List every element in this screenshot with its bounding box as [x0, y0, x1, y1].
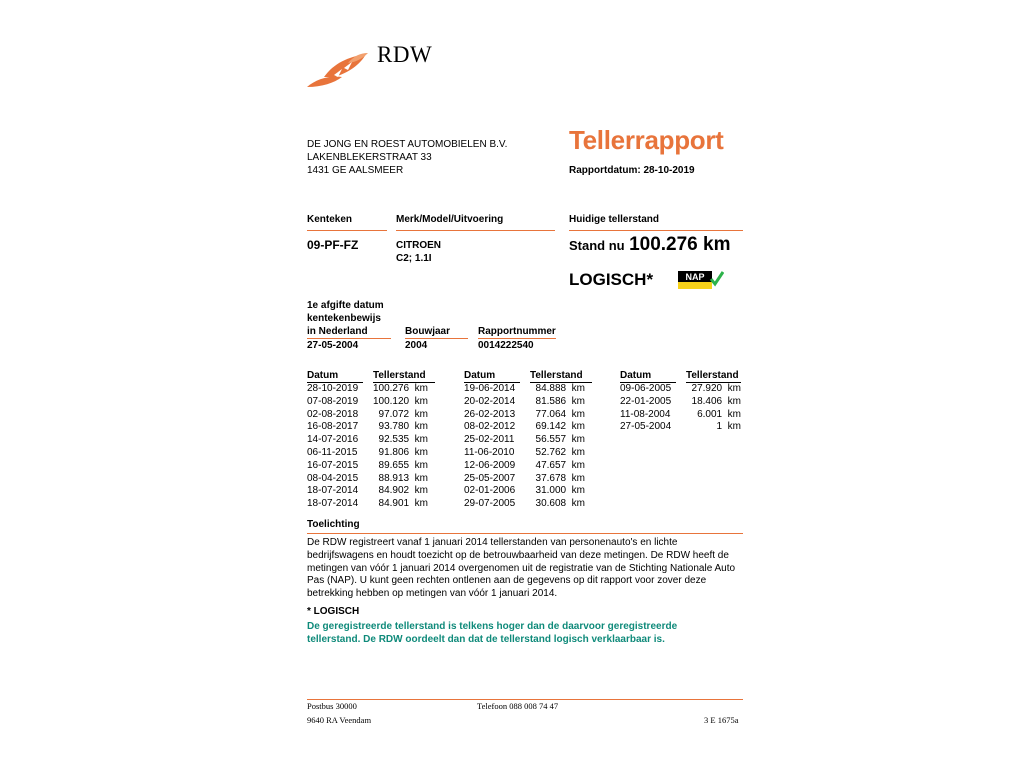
history-value: 37.678 km — [535, 472, 585, 484]
history-value: 31.000 km — [535, 485, 585, 497]
stand-value: 100.276 km — [629, 234, 731, 255]
history-date: 11-06-2010 — [464, 447, 515, 458]
history-date: 20-02-2014 — [464, 395, 516, 407]
dealer-address — [307, 139, 507, 177]
history-date: 08-04-2015 — [307, 472, 359, 484]
nap-badge — [678, 271, 724, 289]
history-value: 84.902 km — [378, 485, 428, 497]
address-line-1: DE JONG EN ROEST AUTOMOBIELEN B.V. — [307, 139, 508, 150]
history-value-header: Tellerstand — [373, 370, 426, 381]
rdw-logo-text: RDW — [377, 42, 433, 67]
history-date: 19-06-2014 — [464, 383, 516, 394]
history-date: 14-07-2016 — [307, 434, 359, 446]
history-value: 93.780 km — [378, 421, 428, 433]
history-date: 25-05-2007 — [464, 472, 516, 484]
history-date-header: Datum — [464, 370, 496, 381]
check-icon — [711, 272, 723, 284]
history-value: 84.888 km — [535, 383, 585, 394]
history-date: 09-06-2005 — [620, 383, 672, 394]
merk-label: Merk/Model/Uitvoering — [396, 214, 504, 225]
logisch-explanation: De geregistreerde tellerstand is telkens hoger dan de daarvoor geregistreerde tellerstand. De RDW oordeelt dan dat de tellerstand logisch verklaarbaar is. — [307, 621, 678, 645]
history-value: 56.557 km — [535, 434, 585, 446]
history-value: 84.901 km — [378, 498, 428, 510]
history-date: 02-01-2006 — [464, 485, 516, 497]
current-stand — [569, 234, 730, 256]
divider — [396, 230, 555, 231]
nap-badge-text: NAP — [685, 272, 705, 282]
history-date: 11-08-2004 — [620, 408, 671, 420]
merk-value: CITROEN — [396, 240, 441, 251]
footer-telefoon: Telefoon 088 008 74 47 — [477, 701, 559, 711]
toelichting-heading: Toelichting — [307, 519, 360, 530]
history-value: 1 km — [716, 421, 741, 433]
history-value: 6.001 km — [697, 408, 741, 420]
history-date: 02-08-2018 — [307, 408, 359, 420]
history-value-header: Tellerstand — [686, 370, 739, 381]
address-line-2: LAKENBLEKERSTRAAT 33 — [307, 151, 432, 163]
divider — [307, 230, 387, 231]
history-value: 89.655 km — [378, 459, 428, 471]
history-date-header: Datum — [307, 370, 339, 381]
history-date: 29-07-2005 — [464, 498, 516, 510]
stand-prefix: Stand nu — [569, 238, 625, 253]
history-date: 26-02-2013 — [464, 408, 516, 420]
history-value: 18.406 km — [691, 395, 741, 407]
history-date: 18-07-2014 — [307, 498, 359, 510]
history-value: 100.276 km — [372, 383, 428, 394]
history-value: 27.920 km — [691, 383, 741, 394]
rdw-logo-mark — [304, 41, 376, 91]
bouwjaar-value: 2004 — [405, 340, 428, 351]
first-date-value: 27-05-2004 — [307, 340, 359, 351]
rapport-value: 0014222540 — [478, 340, 534, 351]
report-title: Tellerrapport — [569, 125, 724, 155]
history-date: 22-01-2005 — [620, 395, 672, 407]
report-date: Rapportdatum: 28-10-2019 — [569, 165, 695, 176]
toelichting-paragraph: De RDW registreert vanaf 1 januari 2014 tellerstanden van personenauto's en lichte bedrijfswagens en houdt toezicht op de betrouwbaarheid van deze metingen. De RDW heeft de metingen van vóór 1 januari 2014 overgenomen uit de registratie van de Stichting Nationale Auto Pas (NAP). U kunt geen rechten ontlenen aan de gegevens op dit rapport voor zover deze betrekking hebben op metingen van vóór 1 januari 2014. — [307, 537, 736, 600]
rapport-label: Rapportnummer — [478, 326, 556, 337]
history-date: 06-11-2015 — [307, 447, 358, 458]
history-value: 30.608 km — [535, 498, 585, 510]
verdict: LOGISCH* — [569, 270, 654, 289]
footer-divider — [307, 699, 743, 700]
divider — [478, 338, 556, 339]
footer-plaats: 9640 RA Veendam — [307, 715, 372, 725]
history-date: 08-02-2012 — [464, 421, 516, 433]
history-value: 91.806 km — [378, 447, 428, 458]
divider — [405, 338, 468, 339]
footer-postbus: Postbus 30000 — [307, 701, 357, 711]
history-value: 69.142 km — [535, 421, 585, 433]
history-date: 16-07-2015 — [307, 459, 359, 471]
history-date-header: Datum — [620, 370, 652, 381]
history-date: 18-07-2014 — [307, 485, 359, 497]
bouwjaar-label: Bouwjaar — [405, 326, 451, 337]
current-label: Huidige tellerstand — [569, 214, 660, 225]
history-date: 25-02-2011 — [464, 434, 515, 446]
history-date: 12-06-2009 — [464, 459, 516, 471]
divider — [307, 533, 743, 534]
history-value: 100.120 km — [372, 395, 428, 407]
first-date-label: 1e afgifte datum kentekenbewijs in Nederland — [307, 300, 384, 337]
history-value: 52.762 km — [535, 447, 585, 458]
history-value: 92.535 km — [378, 434, 428, 446]
history-value: 97.072 km — [378, 408, 428, 420]
divider — [307, 338, 391, 339]
address-line-3: 1431 GE AALSMEER — [307, 164, 404, 176]
divider — [569, 230, 743, 231]
history-value: 47.657 km — [535, 459, 585, 471]
history-value: 77.064 km — [535, 408, 585, 420]
history-value: 88.913 km — [378, 472, 428, 484]
footer-code: 3 E 1675a — [704, 715, 739, 725]
history-date: 28-10-2019 — [307, 383, 359, 394]
kenteken-label: Kenteken — [307, 214, 353, 225]
history-date: 27-05-2004 — [620, 421, 672, 433]
kenteken-value: 09-PF-FZ — [307, 238, 359, 252]
history-date: 16-08-2017 — [307, 421, 359, 433]
history-date: 07-08-2019 — [307, 395, 359, 407]
history-value: 81.586 km — [535, 395, 585, 407]
logisch-heading: * LOGISCH — [307, 606, 360, 617]
model-value: C2; 1.1I — [396, 253, 432, 264]
history-value-header: Tellerstand — [530, 370, 583, 381]
